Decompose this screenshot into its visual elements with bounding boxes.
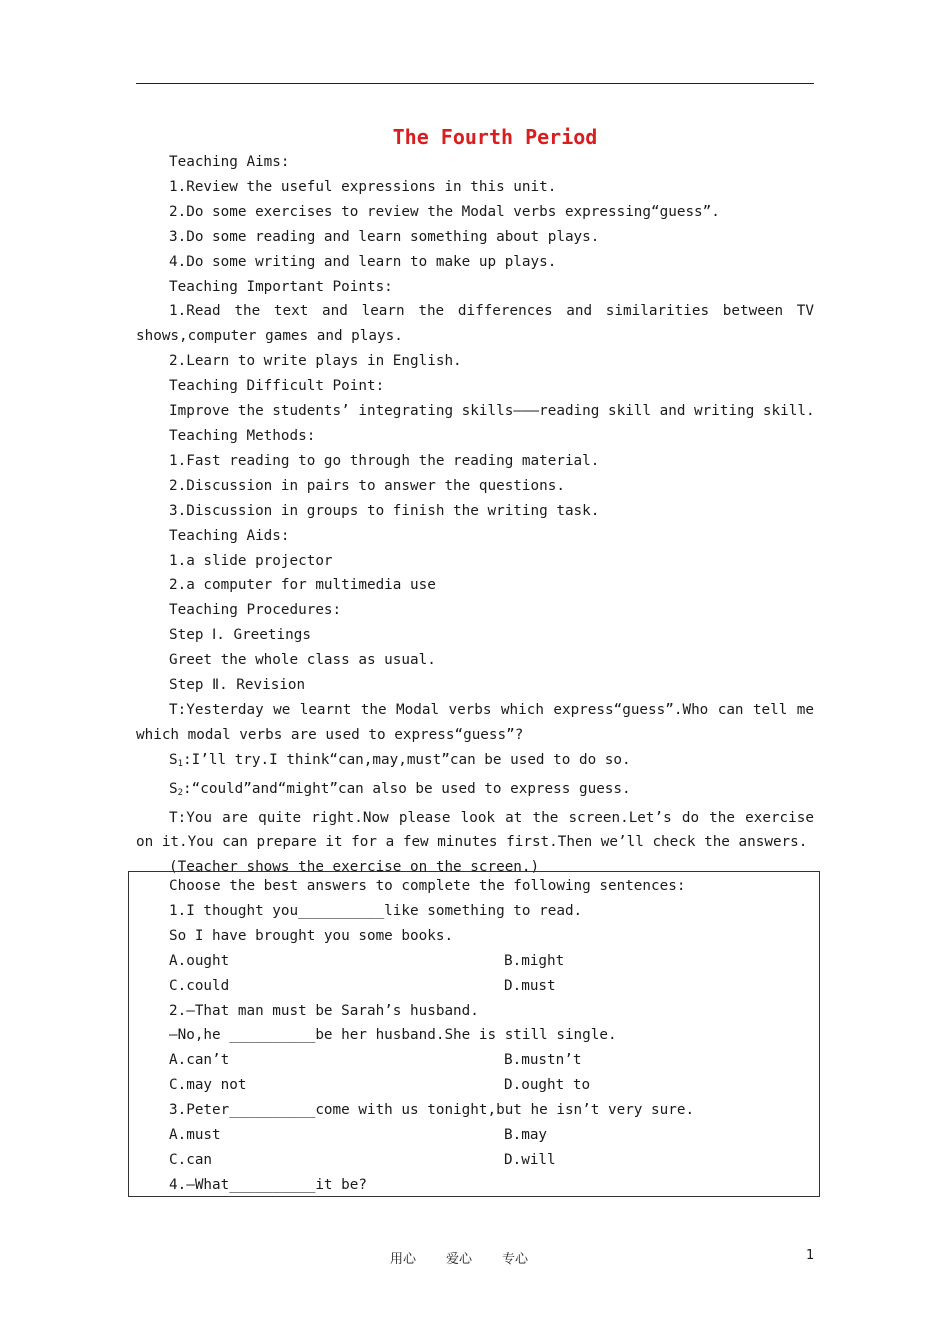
option: B.may: [504, 1127, 548, 1144]
text-line: Teaching Aids:: [169, 527, 290, 544]
option: C.can: [169, 1151, 213, 1168]
question-3: 3.Peter__________come with us tonight,but he isn’t very sure.: [169, 1102, 695, 1119]
question-1: 1.I thought you__________like something to read.: [169, 902, 583, 919]
page-title: The Fourth Period: [392, 125, 598, 149]
text-line: (Teacher shows the exercise on the screen.): [169, 859, 540, 876]
exercise-intro: Choose the best answers to complete the following sentences:: [169, 878, 686, 894]
text-line: 4.Do some writing and learn to make up plays.: [169, 253, 557, 270]
text-line: 3.Do some reading and learn something about plays.: [169, 228, 600, 245]
question-4: 4.—What__________it be?: [169, 1176, 367, 1193]
text-paragraph: T:Yesterday we learnt the Modal verbs which express“guess”.Who can tell me which modal verbs are used to express“guess”?: [136, 701, 814, 743]
options-row: [169, 1048, 809, 1073]
option: B.mustn’t: [504, 1052, 582, 1069]
text-line: Teaching Important Points:: [169, 278, 393, 295]
question-2: 2.—That man must be Sarah’s husband.: [169, 1002, 479, 1019]
option: A.ought: [169, 952, 230, 969]
text-paragraph: 1.Read the text and learn the differences and similarities between TV shows,computer games and plays.: [136, 303, 814, 345]
text-line: Teaching Procedures:: [169, 602, 342, 619]
option: A.can’t: [169, 1052, 230, 1069]
option: A.must: [169, 1127, 221, 1144]
option: D.must: [504, 977, 556, 994]
text-paragraph: T:You are quite right.Now please look at the screen.Let’s do the exercise on it.You can prepare it for a few minutes first.Then we’ll check the answers.: [136, 809, 814, 851]
footer-word: 专心: [502, 1252, 529, 1267]
text-line: Teaching Aims:: [169, 154, 290, 170]
student1-line: $S_1:I’ll$ try.I think“can,may,must”can be used to do so.: [169, 751, 631, 769]
document-body: [136, 150, 814, 880]
text-line: 2.Discussion in pairs to answer the questions.: [169, 477, 565, 494]
options-row: [169, 1123, 809, 1148]
option: C.may not: [169, 1077, 247, 1094]
header-rule: [136, 83, 814, 84]
options-row: [169, 974, 809, 999]
text-line: Teaching Difficult Point:: [169, 378, 385, 395]
text-line: Step Ⅰ. Greetings: [169, 627, 311, 644]
text-line: Teaching Methods:: [169, 427, 316, 444]
option: D.ought to: [504, 1077, 591, 1094]
options-row: [169, 1073, 809, 1098]
text-line: 3.Discussion in groups to finish the writing task.: [169, 502, 600, 519]
exercise-box: [128, 871, 820, 1197]
question-2-cont: —No,he __________be her husband.She is still single.: [169, 1027, 617, 1044]
page-number: 1: [806, 1248, 815, 1263]
text-line: 1.a slide projector: [169, 552, 333, 569]
text-line: 1.Fast reading to go through the reading material.: [169, 452, 600, 469]
footer-word: 爱心: [446, 1252, 473, 1267]
text-line: Greet the whole class as usual.: [169, 652, 436, 669]
options-row: [169, 949, 809, 974]
text-line: Step Ⅱ. Revision: [169, 677, 306, 694]
footer-motto: [390, 1248, 558, 1267]
option: C.could: [169, 977, 230, 994]
text-line: 1.Review the useful expressions in this unit.: [169, 178, 557, 195]
text-line: Improve the students’ integrating skills———reading skill and writing skill.: [169, 403, 815, 420]
text-line: 2.a computer for multimedia use: [169, 577, 436, 594]
option: B.might: [504, 952, 565, 969]
question-1-cont: So I have brought you some books.: [169, 927, 454, 944]
student2-line: $S_2:“could”and“might”can$ also be used to express guess.: [169, 780, 631, 798]
option: D.will: [504, 1151, 556, 1168]
text-line: 2.Learn to write plays in English.: [169, 353, 462, 370]
text-line: 2.Do some exercises to review the Modal verbs expressing“guess”.: [169, 203, 720, 220]
options-row: [169, 1148, 809, 1173]
footer-word: 用心: [390, 1252, 417, 1267]
